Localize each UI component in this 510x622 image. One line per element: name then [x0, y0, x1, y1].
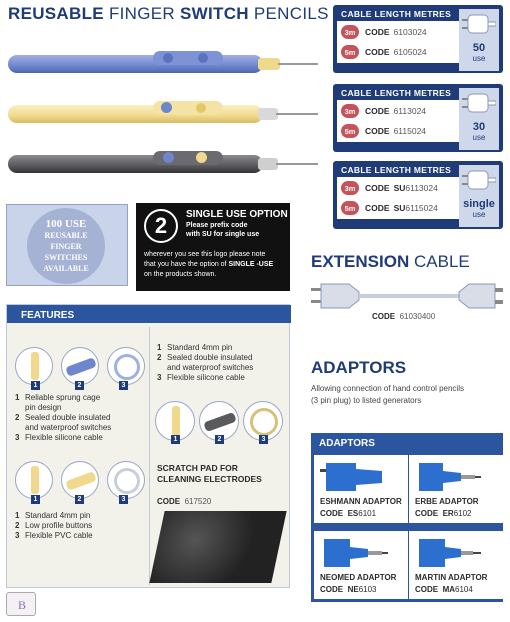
plug-icon: [462, 169, 496, 191]
page-title: REUSABLE FINGER SWITCH PENCILS: [8, 4, 329, 23]
pencil-grey: [8, 155, 318, 175]
svg-text:B: B: [17, 598, 27, 612]
number-2-logo: 2: [144, 209, 178, 243]
adaptor-eshmann-image: [320, 459, 400, 495]
adaptor-martin-image: [415, 535, 495, 571]
pencil-blue: [8, 55, 318, 75]
feature-cable-image: [107, 347, 145, 385]
adaptor-martin: MARTIN ADAPTOR CODE MA6104: [409, 531, 503, 599]
adaptor-eshmann: ESHMANN ADAPTOR CODE ES6101: [314, 455, 408, 523]
features-panel: FEATURES 1 2 3 1 Reliable sprung cage pin design 2 Sealed double insulated and waterproof switches 3 Flexible silicone cable 1 2 3 1 Standard 4mm pin 2 Low profile buttons 3 Flexible PVC cable 1 Standard 4mm pin 2 Sealed double insulated and waterproof switches 3 Flexible silicone cable 1 2 3 SCRATCH PAD FOR CLEANING ELECTRODES CODE 617520: [6, 304, 290, 588]
adaptors-intro-text: Allowing connection of hand control pencils (3 pin plug) to listed generators: [311, 384, 464, 405]
feature-cable-image: [107, 461, 145, 499]
feature-pin-image: [15, 461, 53, 499]
scratch-pad-code: CODE 617520: [157, 497, 212, 506]
single-use-option-box: 2 SINGLE USE OPTION Please prefix code with SU for single use wherever you see this logo please note that you have the option of SINGLE -USE on the products shown.: [136, 203, 290, 291]
adaptor-erbe-image: [415, 459, 495, 495]
feature-list-3: 1 Standard 4mm pin 2 Sealed double insulated and waterproof switches 3 Flexible silicone cable: [157, 343, 254, 382]
plug-icon: [462, 92, 496, 114]
cable-box-50-use: CABLE LENGTH METRES 3m CODE 6103024 5m CODE 6105024 50 use: [333, 5, 503, 73]
feature-pin-image: [15, 347, 53, 385]
feature-switch-image: [61, 347, 99, 385]
company-logo: [6, 592, 36, 616]
adaptor-neomed: NEOMED ADAPTOR CODE NE6103: [314, 531, 408, 599]
cable-box-single-use: CABLE LENGTH METRES 3m CODE SU 6113024 5m CODE SU 6115024 single use: [333, 161, 503, 229]
hundred-use-badge: 100 USE REUSABLE FINGER SWITCHES AVAILABLE: [6, 204, 128, 286]
adaptor-neomed-image: [320, 535, 400, 571]
cable-box-30-use: CABLE LENGTH METRES 3m CODE 6113024 5m CODE 6115024 30 use: [333, 84, 503, 152]
adaptors-panel: ADAPTORS ESHMANN ADAPTOR CODE ES6101 ERBE ADAPTOR CODE ER6102 NEOMED ADAPTOR CODE NE6103 MARTIN ADAPTOR CODE MA6104: [311, 433, 503, 602]
extension-title: EXTENSION CABLE: [311, 252, 470, 271]
adaptor-erbe: ERBE ADAPTOR CODE ER6102: [409, 455, 503, 523]
adaptors-title: ADAPTORS: [311, 358, 407, 377]
feature-list-2: 1 Standard 4mm pin 2 Low profile buttons 3 Flexible PVC cable: [15, 511, 93, 540]
scratch-pad-image: [149, 511, 286, 583]
feature-switch-image: [61, 461, 99, 499]
extension-code: CODE 61030400: [372, 312, 436, 321]
scratch-pad-title: SCRATCH PAD FOR CLEANING ELECTRODES: [157, 463, 262, 484]
plug-icon: [462, 13, 496, 35]
feature-list-1: 1 Reliable sprung cage pin design 2 Sealed double insulated and waterproof switches 3 Flexible silicone cable: [15, 393, 112, 442]
pencil-yellow: [8, 105, 318, 125]
